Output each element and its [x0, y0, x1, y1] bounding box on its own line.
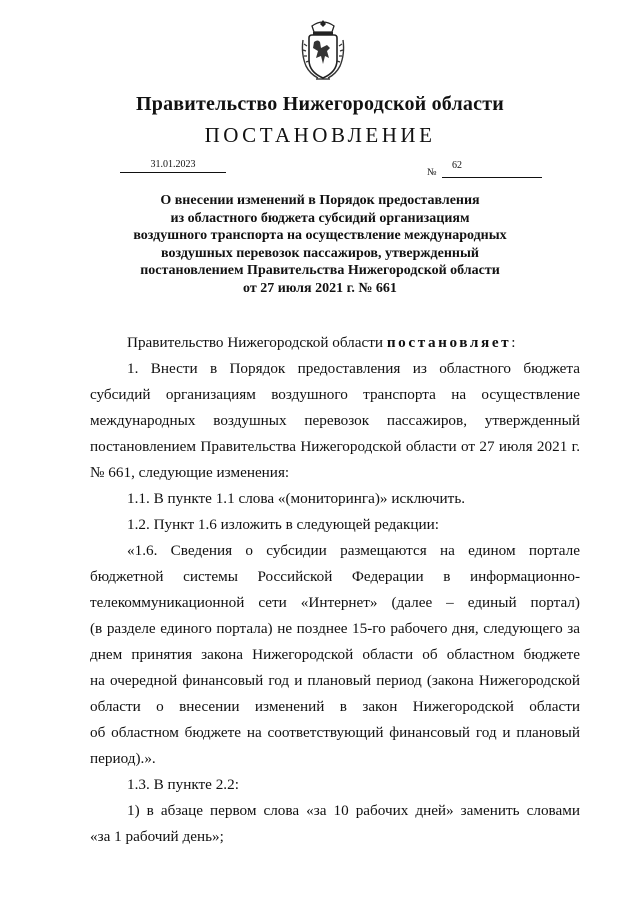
- body-line: об областном бюджете на соответствующий финансовый год и плановый: [90, 724, 580, 741]
- heading-line: воздушных перевозок пассажиров, утвержденный: [161, 245, 479, 261]
- heading-line: от 27 июля 2021 г. № 661: [243, 280, 397, 296]
- intro-spaced-word: постановляет: [386, 334, 512, 351]
- body-line: «1.6. Сведения о субсидии размещаются на едином портале: [127, 542, 580, 559]
- body-line: 1.1. В пункте 1.1 слова «(мониторинга)» исключить.: [127, 490, 466, 507]
- body-line: субсидий организациям воздушного транспорта на осуществление: [90, 386, 580, 403]
- body-line: (в разделе единого портала) не позднее 15-го рабочего дня, следующего за: [90, 620, 580, 637]
- body-line: 1.2. Пункт 1.6 изложить в следующей редакции:: [127, 516, 440, 533]
- body-line: области о внесении изменений в закон Нижегородской области: [90, 698, 580, 715]
- body-line: 1) в абзаце первом слова «за 10 рабочих дней» заменить словами: [127, 802, 580, 819]
- document-number: 62: [452, 160, 462, 171]
- body-line: международных воздушных перевозок пассажиров, утвержденный: [90, 412, 580, 429]
- body-line: № 661, следующие изменения:: [90, 464, 290, 481]
- document-heading: [115, 192, 525, 298]
- number-underline: [442, 177, 542, 178]
- heading-line: О внесении изменений в Порядок предоставления: [160, 193, 480, 208]
- document-type: ПОСТАНОВЛЕНИЕ: [204, 123, 436, 147]
- government-title: Правительство Нижегородской области: [136, 93, 504, 115]
- body-line: телекоммуникационной сети «Интернет» (далее – единый портал): [90, 594, 580, 611]
- coat-of-arms-emblem: [300, 18, 346, 82]
- intro-line: [127, 333, 580, 353]
- body-line: «за 1 рабочий день»;: [90, 828, 224, 845]
- body-line: днем принятия закона Нижегородской области об областном бюджете: [90, 646, 580, 663]
- body-line: бюджетной системы Российской Федерации в информационно-: [90, 568, 580, 585]
- intro-prefix: Правительство Нижегородской области: [127, 334, 387, 351]
- body-line: период).».: [90, 750, 156, 767]
- number-sign: №: [427, 167, 437, 178]
- body-line: постановлением Правительства Нижегородской области от 27 июля 2021 г.: [90, 438, 580, 455]
- heading-line: воздушного транспорта на осуществление международных: [133, 228, 507, 244]
- document-date: 31.01.2023: [150, 159, 196, 170]
- body-line: на очередной финансовый год и плановый период (закона Нижегородской: [90, 672, 580, 689]
- heading-line: из областного бюджета субсидий организациям: [170, 210, 470, 226]
- intro-suffix: :: [511, 334, 516, 351]
- date-underline: [120, 172, 226, 173]
- body-line: 1. Внести в Порядок предоставления из областного бюджета: [127, 360, 580, 377]
- body-line: 1.3. В пункте 2.2:: [127, 776, 239, 793]
- heading-line: постановлением Правительства Нижегородской области: [140, 263, 500, 279]
